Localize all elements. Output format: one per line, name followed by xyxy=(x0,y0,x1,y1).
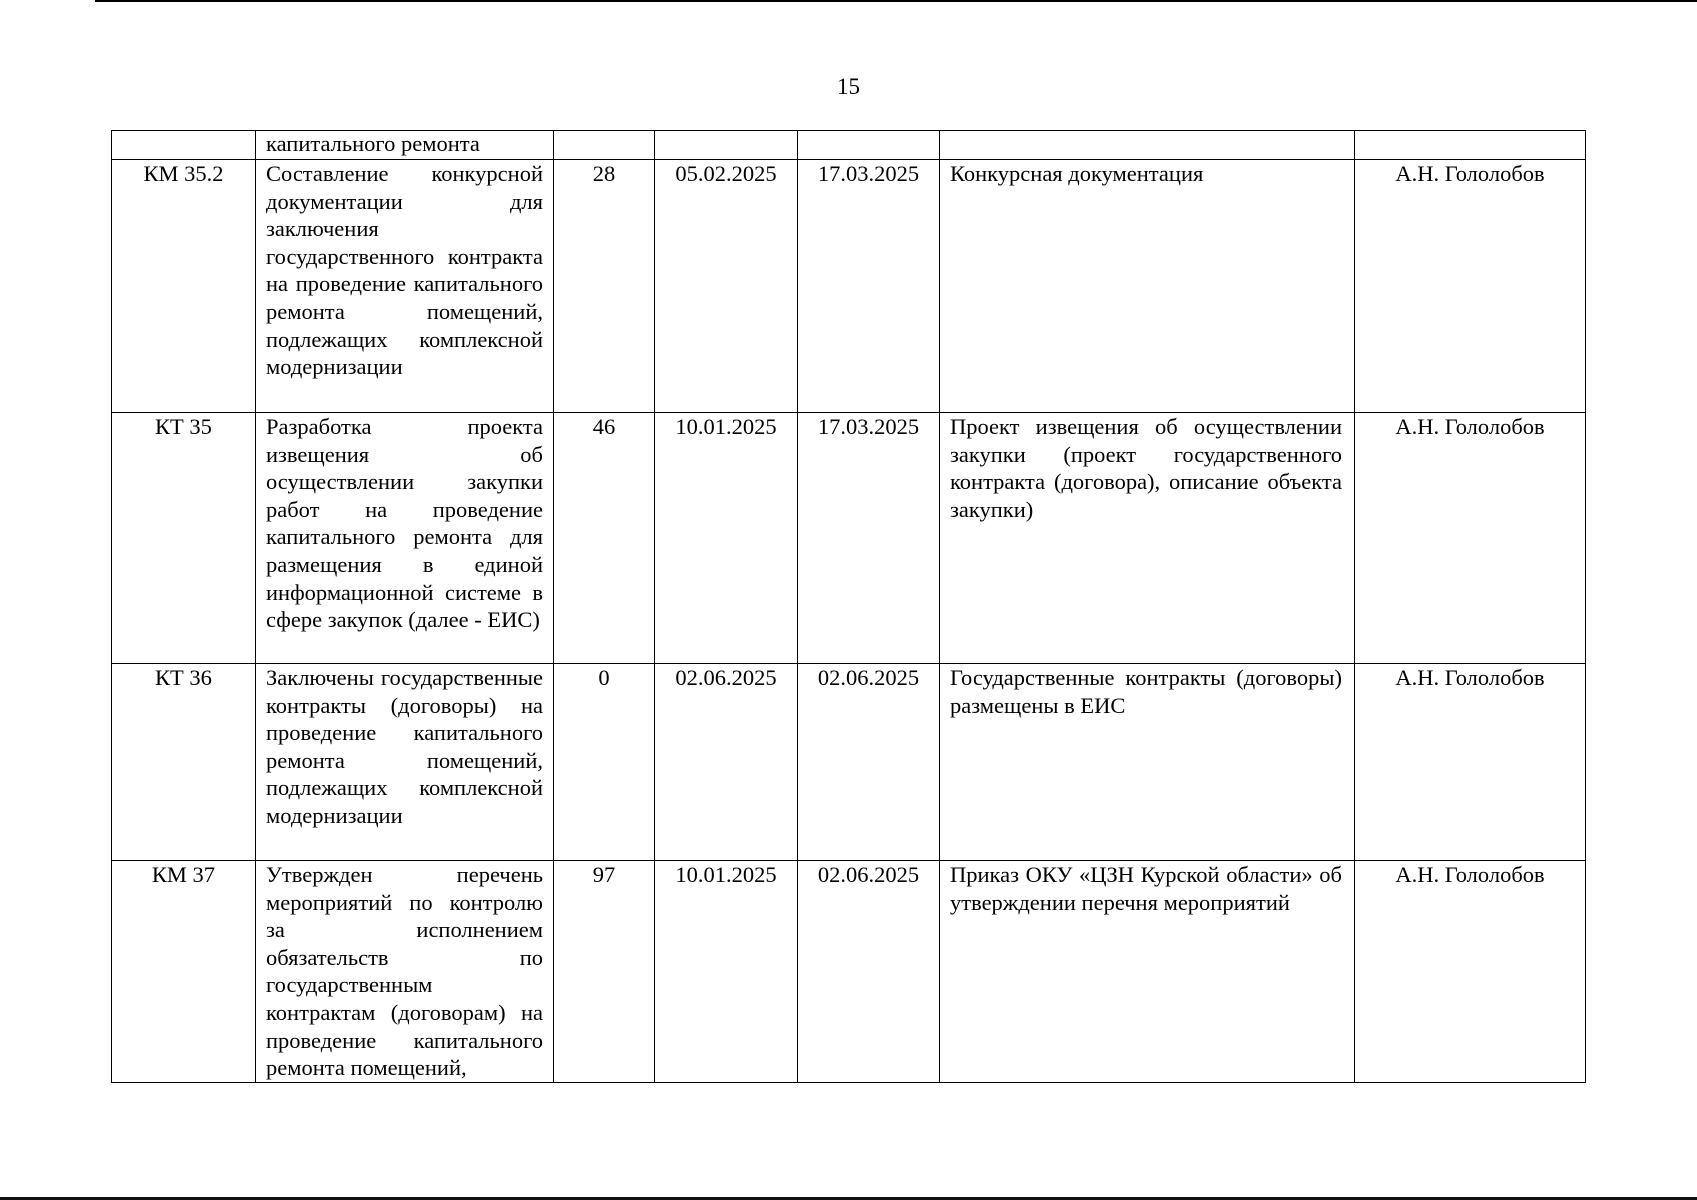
page-number: 15 xyxy=(837,74,860,99)
table-row xyxy=(112,861,1586,1083)
schedule-table xyxy=(111,130,1586,1083)
cell-task: Заключены государственные контракты (договоры) на проведение капитального ремонта помещений, подлежащих комплексной модернизации xyxy=(256,664,554,861)
cell-code: КМ 35.2 xyxy=(112,160,256,413)
cell-duration: 28 xyxy=(554,160,655,413)
cell-result: Государственные контракты (договоры) размещены в ЕИС xyxy=(940,664,1355,861)
cell-result: Конкурсная документация xyxy=(940,160,1355,413)
cell-end-date: 17.03.2025 xyxy=(798,413,940,664)
cell-duration: 97 xyxy=(554,861,655,1083)
cell-end-date xyxy=(798,131,940,160)
page-top-edge xyxy=(95,0,1697,2)
cell-start-date: 05.02.2025 xyxy=(655,160,798,413)
cell-task: капитального ремонта xyxy=(256,131,554,160)
cell-responsible: А.Н. Гололобов xyxy=(1355,160,1586,413)
cell-task: Составление конкурсной документации для заключения государственного контракта на проведение капитального ремонта помещений, подлежащих комплексной модернизации xyxy=(256,160,554,413)
cell-responsible: А.Н. Гололобов xyxy=(1355,664,1586,861)
cell-responsible xyxy=(1355,131,1586,160)
cell-duration: 0 xyxy=(554,664,655,861)
cell-start-date xyxy=(655,131,798,160)
cell-result: Приказ ОКУ «ЦЗН Курской области» об утверждении перечня мероприятий xyxy=(940,861,1355,1083)
cell-task: Утвержден перечень мероприятий по контролю за исполнением обязательств по государственным контрактам (договорам) на проведение капитального ремонта помещений, xyxy=(256,861,554,1083)
cell-end-date: 17.03.2025 xyxy=(798,160,940,413)
cell-start-date: 02.06.2025 xyxy=(655,664,798,861)
cell-responsible: А.Н. Гололобов xyxy=(1355,861,1586,1083)
cell-start-date: 10.01.2025 xyxy=(655,861,798,1083)
cell-code: КТ 35 xyxy=(112,413,256,664)
cell-code: КМ 37 xyxy=(112,861,256,1083)
cell-responsible: А.Н. Гололобов xyxy=(1355,413,1586,664)
cell-code xyxy=(112,131,256,160)
cell-end-date: 02.06.2025 xyxy=(798,861,940,1083)
table-row xyxy=(112,160,1586,413)
cell-duration xyxy=(554,131,655,160)
cell-start-date: 10.01.2025 xyxy=(655,413,798,664)
cell-end-date: 02.06.2025 xyxy=(798,664,940,861)
table-row-continuation xyxy=(112,131,1586,160)
cell-result xyxy=(940,131,1355,160)
cell-result: Проект извещения об осуществлении закупки (проект государственного контракта (договора), описание объекта закупки) xyxy=(940,413,1355,664)
table-row xyxy=(112,413,1586,664)
cell-task: Разработка проекта извещения об осуществлении закупки работ на проведение капитального ремонта для размещения в единой информационной системе в сфере закупок (далее - ЕИС) xyxy=(256,413,554,664)
table-row xyxy=(112,664,1586,861)
cell-duration: 46 xyxy=(554,413,655,664)
cell-code: КТ 36 xyxy=(112,664,256,861)
